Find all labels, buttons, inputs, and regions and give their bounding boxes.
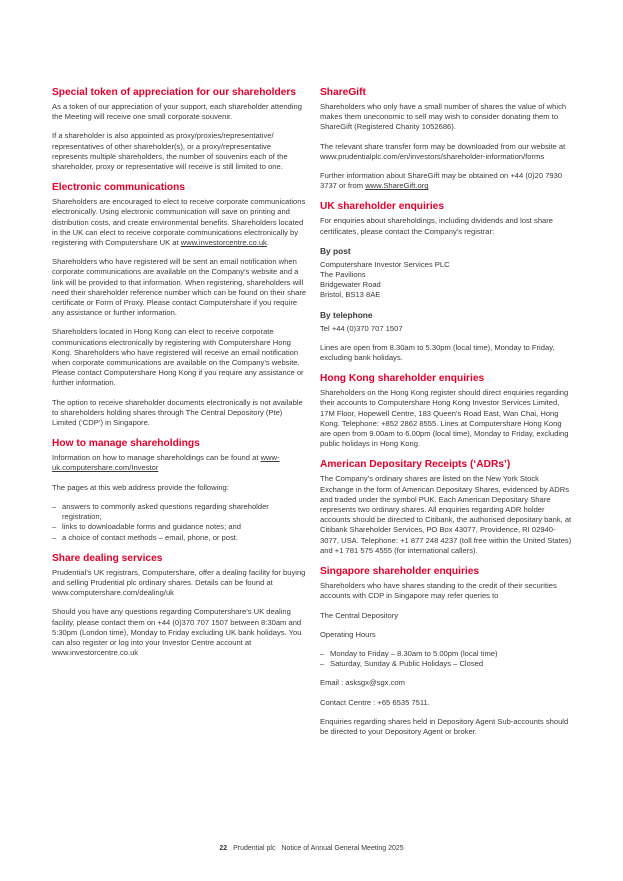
left-column bbox=[52, 86, 308, 667]
heading-sharegift: ShareGift bbox=[320, 87, 366, 98]
address-line: Bristol, BS13 8AE bbox=[320, 290, 381, 300]
address-line: Bridgewater Road bbox=[320, 280, 381, 290]
subheading-post: By post bbox=[320, 245, 351, 256]
paragraph: As a token of our appreciation of your support, each shareholder attending the Meeting will receive one small corporate souvenir. bbox=[52, 102, 302, 122]
address bbox=[320, 260, 572, 301]
heading-adr: American Depositary Receipts (‘ADRs’) bbox=[320, 459, 511, 471]
right-column bbox=[320, 86, 572, 746]
subheading-telephone: By telephone bbox=[320, 309, 373, 320]
paragraph: Shareholders on the Hong Kong register should direct enquiries regarding their accounts to Computershare Hong Kong Investor Services Limited, 17M Floor, Hopewell Centre, 183 Queen’s Road East, Wan Chai, Hong Kong. Telephone: +852 2862 8555. Lines at Computershare Hong Kong are open from 9.00am to 6.00pm (local time), Monday to Friday, excluding public holidays in Hong Kong. bbox=[320, 388, 569, 449]
paragraph: Operating Hours bbox=[320, 629, 376, 639]
text: Further information about ShareGift may be obtained on +44 (0)20 7930 3737 or from bbox=[320, 171, 563, 191]
list-item: – links to downloadable forms and guidance notes; and bbox=[52, 522, 308, 532]
list-item: – Monday to Friday – 8.30am to 5.00pm (local time) bbox=[320, 649, 572, 659]
paragraph: The option to receive shareholder documents electronically is not available to shareholders holding shares through The Central Depository (Pte) Limited (‘CDP’) in Singapore. bbox=[52, 397, 303, 428]
heading-uk-enquiries: UK shareholder enquiries bbox=[320, 201, 444, 213]
text: Shareholders are encouraged to elect to receive corporate communications electronically. Using electronic communication will save on printing and distribution costs, and create environmental benefits. Shareholders located in the UK can elect to receive corporate communications electronically by registering with Computershare UK at bbox=[52, 197, 306, 248]
section-token bbox=[52, 86, 308, 172]
section-sg-enquiries bbox=[320, 565, 572, 737]
paragraph: Shareholders who only have a small number of shares the value of which makes them uneconomic to sell may wish to consider donating them to ShareGift (Registered Charity 1052686). bbox=[320, 102, 567, 132]
paragraph: The Central Depository bbox=[320, 610, 399, 620]
section-hk-enquiries bbox=[320, 372, 572, 449]
section-sharegift bbox=[320, 86, 572, 191]
telephone: Tel +44 (0)370 707 1507 bbox=[320, 323, 403, 333]
manage-list bbox=[52, 502, 308, 543]
footer-company: Prudential plc bbox=[233, 845, 276, 852]
address-line: The Pavilions bbox=[320, 270, 366, 280]
list-item: – Saturday, Sunday & Public Holidays – Closed bbox=[320, 659, 572, 669]
paragraph: Shareholders located in Hong Kong can elect to receive corporate communications electronically by registering with Computershare Hong Kong. Shareholders who have registered will receive an email notification when corporate communications are available on the Company’s website. Please contact Computershare Hong Kong if you require any assistance or further information. bbox=[52, 327, 304, 388]
list-item: – answers to commonly asked questions regarding shareholder registration; bbox=[52, 502, 308, 522]
paragraph: Should you have any questions regarding Computershare’s UK dealing facility, please contact them on +44 (0)370 707 1507 between 8:30am and 5:30pm (London time), Monday to Friday excluding UK bank holidays. You can also register or log into your Investor Centre account at www.investorcentre.co.uk bbox=[52, 607, 302, 658]
footer-document: Notice of Annual General Meeting 2025 bbox=[281, 845, 404, 852]
list-item: – a choice of contact methods – email, phone, or post. bbox=[52, 533, 308, 543]
contact-centre: Contact Centre : +65 6535 7511. bbox=[320, 697, 430, 707]
paragraph bbox=[52, 453, 308, 473]
paragraph: The relevant share transfer form may be downloaded from our website at www.prudentialplc.com/en/investors/shareholder-information/forms bbox=[320, 141, 566, 161]
section-manage bbox=[52, 437, 308, 542]
paragraph bbox=[52, 197, 308, 248]
computershare-investor-link[interactable]: www-uk.computershare.com/Investor bbox=[52, 453, 280, 473]
text: Information on how to manage shareholdings can be found at bbox=[52, 453, 259, 463]
section-uk-enquiries bbox=[320, 200, 572, 363]
paragraph: Prudential’s UK registrars, Computershare, offer a dealing facility for buying and selling Prudential plc ordinary shares. Details can be found at www.computershare.com/dealing/uk bbox=[52, 567, 306, 598]
paragraph: Shareholders who have registered will be sent an email notification when corporate communications are available on the Company’s website and a link will be provided to that information. When registering, shareholders will need their shareholder reference number which can be found on their share certificate or Form of Proxy. Please contact Computershare if you require any assistance or further information. bbox=[52, 257, 307, 318]
page-number: 22 bbox=[219, 845, 228, 852]
paragraph: Shareholders who have shares standing to the credit of their securities accounts with CDP in Singapore may refer queries to bbox=[320, 581, 557, 601]
section-adr bbox=[320, 458, 572, 556]
investorcentre-link[interactable]: www.investorcentre.co.uk bbox=[180, 238, 267, 248]
paragraph: The pages at this web address provide the following: bbox=[52, 482, 229, 492]
paragraph: If a shareholder is also appointed as proxy/proxies/representative/ representatives of other shareholder(s), or a proxy/representative represents multiple shareholders, the number of souvenirs each of the shareholder, proxy or representative will receive is still limited to one. bbox=[52, 131, 288, 172]
heading-token: Special token of appreciation for our shareholders bbox=[52, 87, 296, 98]
paragraph: Enquiries regarding shares held in Depository Agent Sub-accounts should be directed to your Depository Agent or broker. bbox=[320, 716, 569, 736]
section-electronic bbox=[52, 181, 308, 428]
heading-hk-enquiries: Hong Kong shareholder enquiries bbox=[320, 373, 485, 385]
email: Email : asksgx@sgx.com bbox=[320, 678, 405, 688]
heading-sg-enquiries: Singapore shareholder enquiries bbox=[320, 566, 480, 578]
heading-manage: How to manage shareholdings bbox=[52, 438, 200, 450]
address-line: Computershare Investor Services PLC bbox=[320, 259, 450, 269]
page-footer bbox=[0, 845, 623, 852]
text: . bbox=[266, 238, 269, 248]
paragraph: For enquiries about shareholdings, including dividends and lost share certificates, please contact the Company’s registrar: bbox=[320, 216, 554, 236]
sharegift-link[interactable]: www.ShareGift.org bbox=[365, 181, 429, 191]
paragraph bbox=[320, 171, 572, 191]
paragraph: The Company’s ordinary shares are listed on the New York Stock Exchange in the form of American Depositary Shares, evidenced by ADRs and traded under the symbol PUK. Each American Depositary Share represents two ordinary shares. All enquiries regarding ADR holder accounts should be directed to Citibank, the authorised depositary bank, at Citibank Shareholder Services, PO Box 43077, Providence, RI 02940-3077, USA. Telephone: +1 877 248 4237 (toll free within the United States) and +1 781 575 4555 (for international callers). bbox=[320, 474, 572, 555]
heading-dealing: Share dealing services bbox=[52, 552, 163, 564]
hours-list bbox=[320, 649, 572, 669]
paragraph: Lines are open from 8.30am to 5.30pm (local time), Monday to Friday, excluding bank holidays. bbox=[320, 342, 555, 363]
section-dealing bbox=[52, 552, 308, 659]
heading-electronic: Electronic communications bbox=[52, 182, 186, 194]
